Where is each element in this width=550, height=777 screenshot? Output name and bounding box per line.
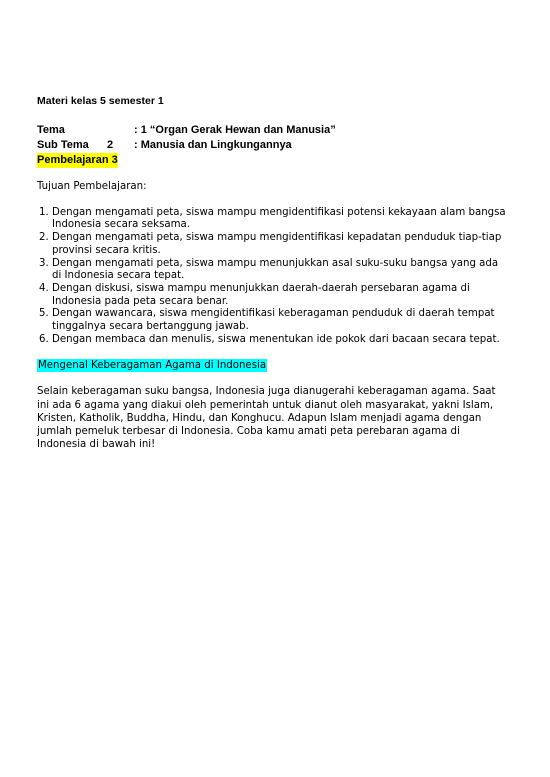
list-item: 6. Dengan membaca dan menulis, siswa menentukan ide pokok dari bacaan secara tepat. bbox=[52, 334, 507, 347]
tema-label: Tema bbox=[37, 124, 65, 136]
pembelajaran-label: Pembelajaran 3 bbox=[37, 154, 118, 166]
document-page bbox=[37, 95, 507, 451]
tujuan-heading: Tujuan Pembelajaran: bbox=[37, 181, 147, 192]
list-item: 5. Dengan wawancara, siswa mengidentifikasi keberagaman penduduk di daerah tempat tinggalnya secara bertanggung jawab. bbox=[52, 308, 507, 333]
document-header: Materi kelas 5 semester 1 bbox=[37, 95, 164, 107]
subtema-key bbox=[37, 138, 134, 153]
pembelajaran-row bbox=[37, 153, 507, 168]
section-title: Mengenal Keberagaman Agama di Indonesia bbox=[38, 360, 267, 372]
list-item: 2. Dengan mengamati peta, siswa mampu mengidentifikasi kepadatan penduduk tiap-tiap provinsi secara kritis. bbox=[52, 232, 507, 257]
subtema-row bbox=[37, 138, 507, 153]
tema-value: : 1 “Organ Gerak Hewan dan Manusia” bbox=[134, 124, 336, 136]
tujuan-list bbox=[37, 207, 507, 347]
list-item: 1. Dengan mengamati peta, siswa mampu mengidentifikasi potensi kekayaan alam bangsa Indonesia secara seksama. bbox=[52, 207, 507, 232]
section-paragraph: Selain keberagaman suku bangsa, Indonesia juga dianugerahi keberagaman agama. Saat ini ada 6 agama yang diakui oleh pemerintah untuk dianut oleh masyarakat, yakni Islam, Kristen, Katholik, Buddha, Hindu, dan Konghucu. Adapun Islam menjadi agama dengan jumlah pemeluk terbesar di Indonesia. Coba kamu amati peta perebaran agama di Indonesia di bawah ini! bbox=[37, 386, 496, 451]
list-item: 4. Dengan diskusi, siswa mampu menunjukkan daerah-daerah persebaran agama di Indonesia pada peta secara benar. bbox=[52, 283, 507, 308]
list-item: 3. Dengan mengamati peta, siswa mampu menunjukkan asal suku-suku bangsa yang ada di Indonesia secara tepat. bbox=[52, 258, 507, 283]
subtema-label: Sub Tema bbox=[37, 139, 89, 151]
tema-row bbox=[37, 123, 507, 138]
subtema-value: : Manusia dan Lingkungannya bbox=[134, 139, 292, 151]
subtema-number: 2 bbox=[107, 139, 114, 151]
lesson-meta bbox=[37, 123, 507, 168]
